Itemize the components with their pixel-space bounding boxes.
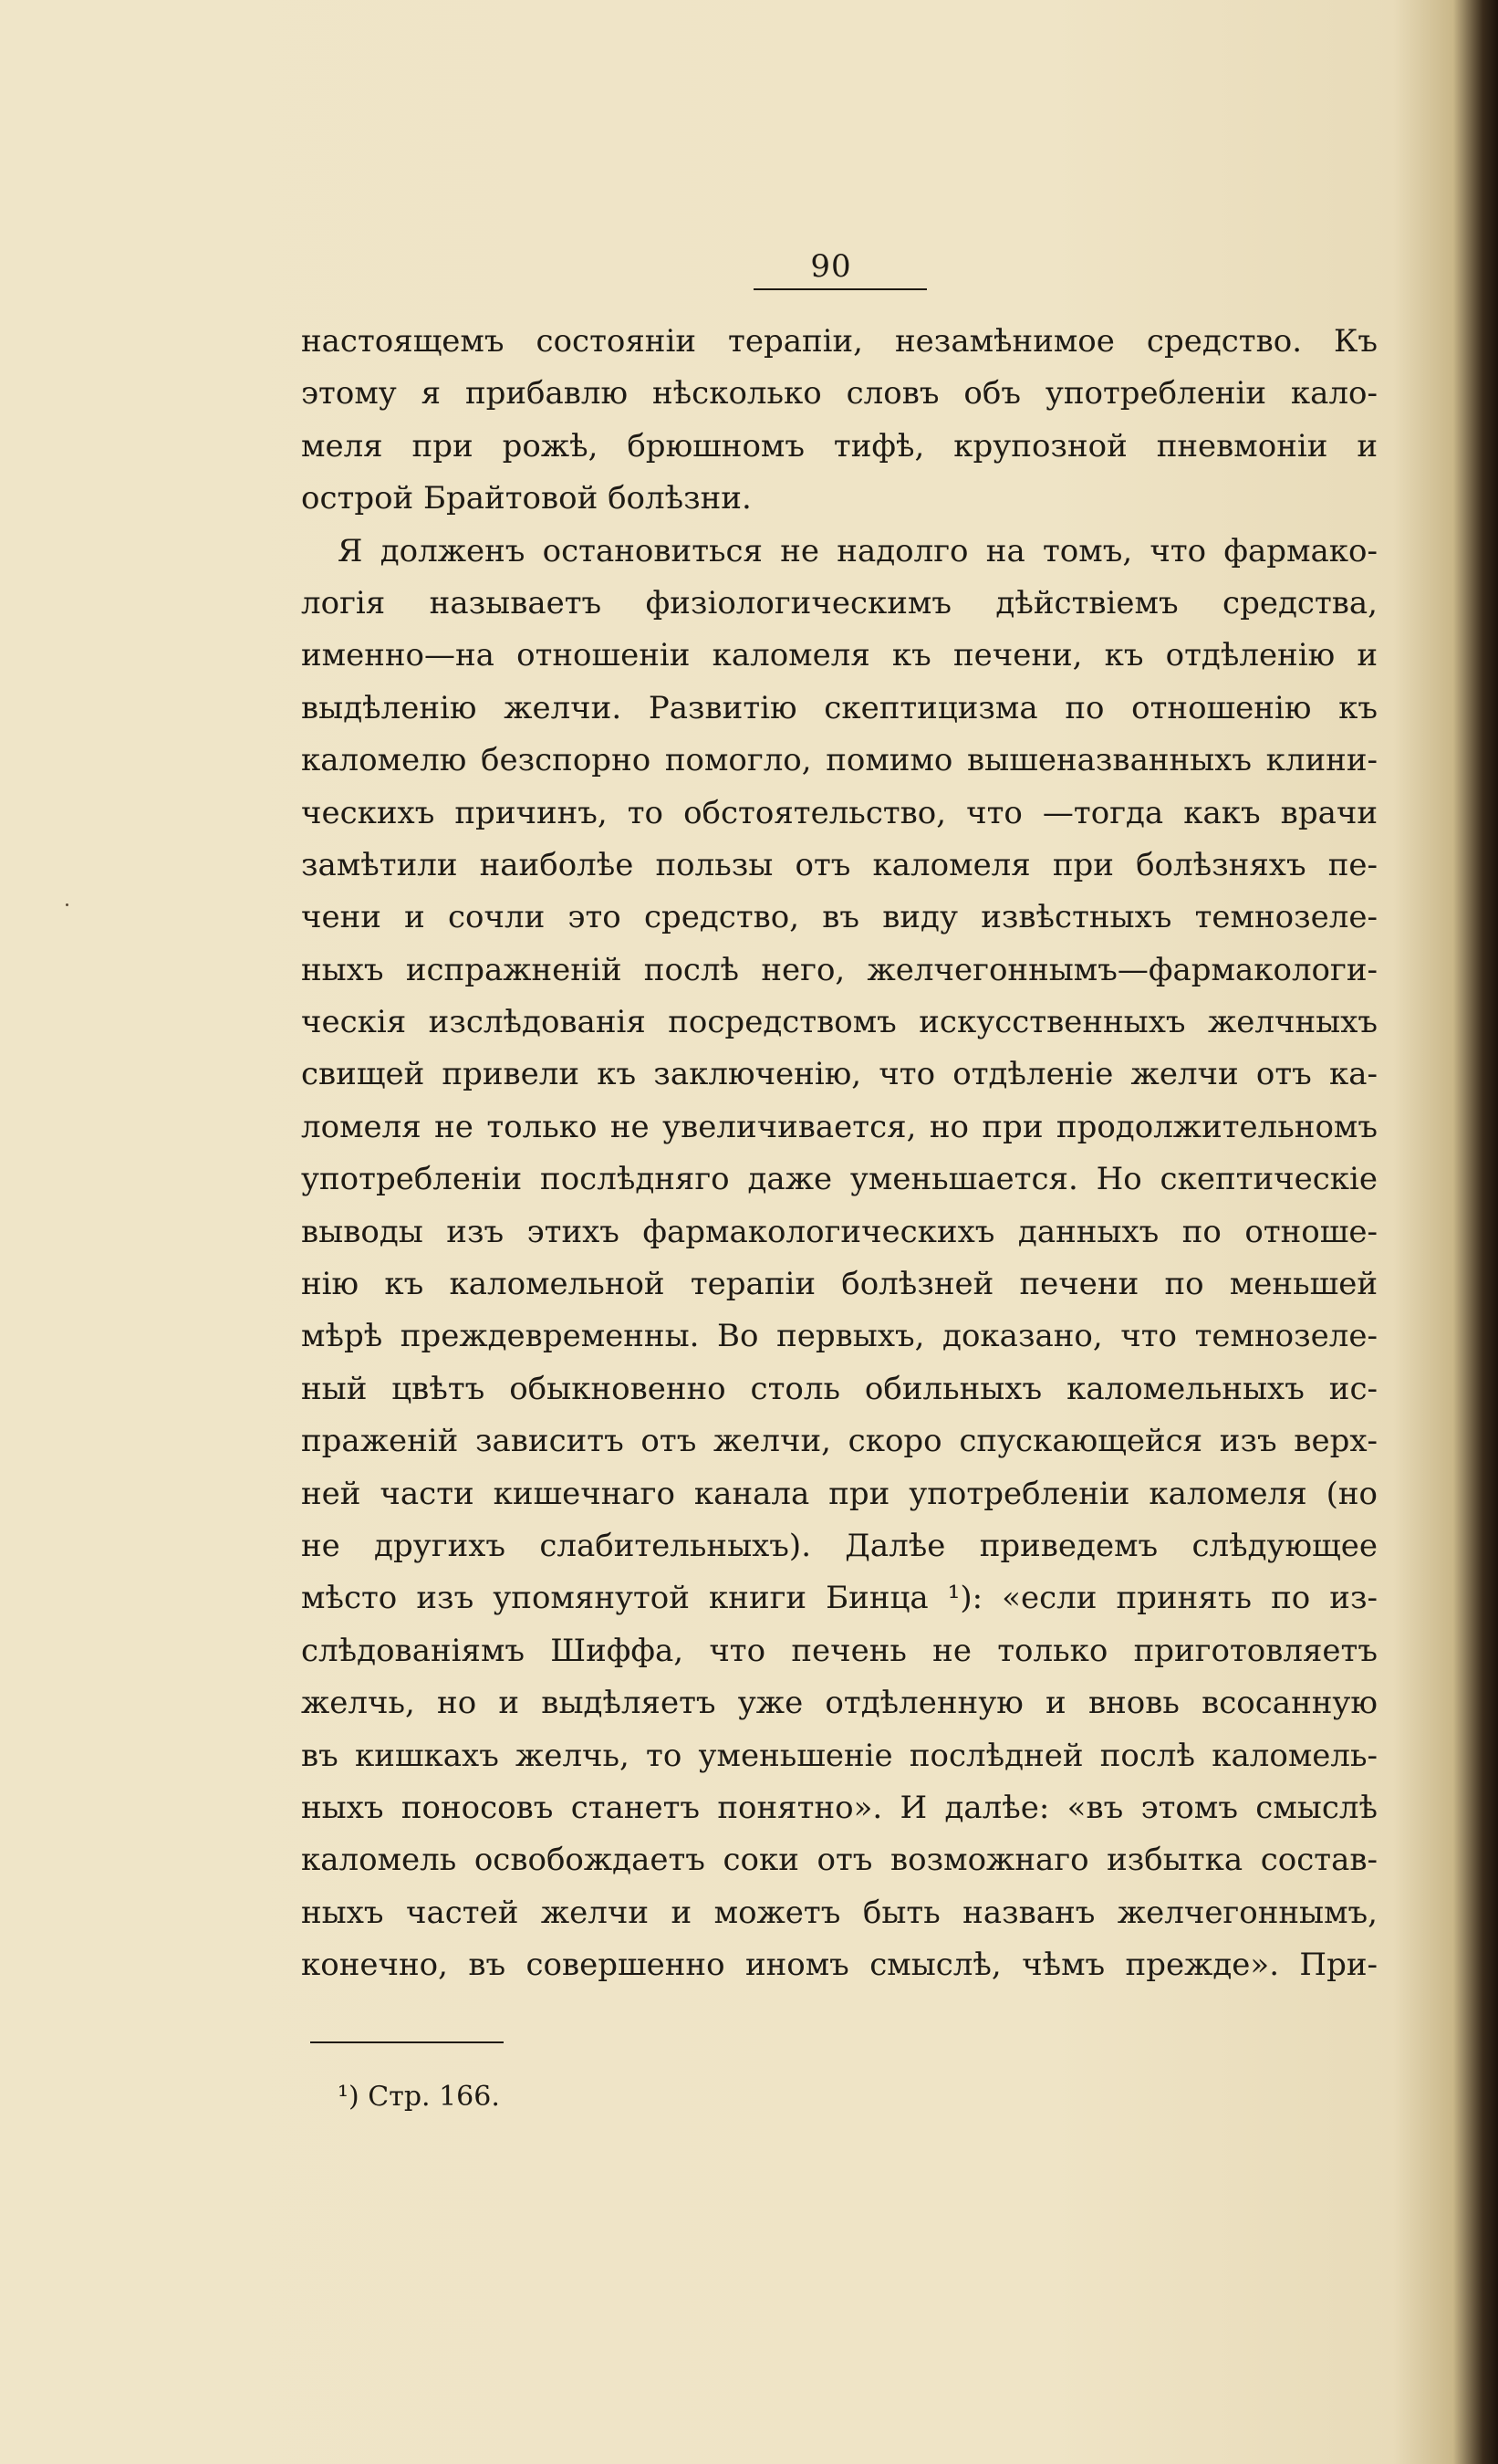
text-line: свищей привели къ заключенію, что отдѣленіе желчи отъ ка- bbox=[301, 1056, 1378, 1093]
text-line: употребленіи послѣдняго даже уменьшается. Но скептическіе bbox=[301, 1161, 1378, 1198]
text-line: мѣсто изъ упомянутой книги Бинца ¹): «если принять по из- bbox=[301, 1580, 1378, 1617]
text-line: Я долженъ остановиться не надолго на томъ, что фармако- bbox=[338, 532, 1378, 569]
text-line: этому я прибавлю нѣсколько словъ объ употребленіи кало- bbox=[301, 375, 1378, 412]
text-line: слѣдованіямъ Шиффа, что печень не только приготовляетъ bbox=[301, 1632, 1378, 1669]
body-text bbox=[301, 316, 1378, 1992]
text-line: не другихъ слабительныхъ). Далѣе приведемъ слѣдующее bbox=[301, 1527, 1378, 1564]
footnote-rule bbox=[310, 2041, 504, 2043]
text-line: замѣтили наиболѣе пользы отъ каломеля при болѣзняхъ пе- bbox=[301, 846, 1378, 883]
text-line: настоящемъ состояніи терапіи, незамѣнимое средство. Къ bbox=[301, 323, 1378, 360]
text-line: ческихъ причинъ, то обстоятельство, что —тогда какъ врачи bbox=[301, 794, 1378, 831]
text-line: ныхъ испражненій послѣ него, желчегоннымъ—фармакологи- bbox=[301, 951, 1378, 988]
text-line: ческія изслѣдованія посредствомъ искусственныхъ желчныхъ bbox=[301, 1004, 1378, 1041]
text-line: меля при рожѣ, брюшномъ тифѣ, крупозной пневмоніи и bbox=[301, 427, 1378, 465]
text-line: выдѣленію желчи. Развитію скептицизма по отношенію къ bbox=[301, 689, 1378, 726]
text-line: именно—на отношеніи каломеля къ печени, къ отдѣленію и bbox=[301, 637, 1378, 674]
paper-speck bbox=[66, 903, 68, 906]
footnote: ¹) Стр. 166. bbox=[338, 2081, 500, 2113]
text-line: праженій зависитъ отъ желчи, скоро спускающейся изъ верх- bbox=[301, 1423, 1378, 1460]
text-line: мѣрѣ преждевременны. Во первыхъ, доказано, что темнозеле- bbox=[301, 1318, 1378, 1355]
text-line: выводы изъ этихъ фармакологическихъ данныхъ по отноше- bbox=[301, 1213, 1378, 1250]
text-line: чени и сочли это средство, въ виду извѣстныхъ темнозеле- bbox=[301, 899, 1378, 936]
text-line: ломеля не только не увеличивается, но при продолжительномъ bbox=[301, 1108, 1378, 1145]
text-line: каломелю безспорно помогло, помимо вышеназванныхъ клини- bbox=[301, 742, 1378, 779]
text-line: въ кишкахъ желчь, то уменьшеніе послѣдней послѣ каломель- bbox=[301, 1737, 1378, 1774]
page-number: 90 bbox=[810, 248, 852, 285]
text-line: ныхъ частей желчи и можетъ быть названъ желчегоннымъ, bbox=[301, 1894, 1378, 1931]
text-line: каломель освобождаетъ соки отъ возможнаго избытка состав- bbox=[301, 1842, 1378, 1879]
text-line: ней части кишечнаго канала при употребленіи каломеля (но bbox=[301, 1475, 1378, 1512]
text-line: ныхъ поносовъ станетъ понятно». И далѣе: «въ этомъ смыслѣ bbox=[301, 1789, 1378, 1826]
text-line: конечно, въ совершенно иномъ смыслѣ, чѣмъ прежде». При- bbox=[301, 1947, 1378, 1984]
text-line: ный цвѣтъ обыкновенно столь обильныхъ каломельныхъ ис- bbox=[301, 1370, 1378, 1407]
text-line: нію къ каломельной терапіи болѣзней печени по меньшей bbox=[301, 1266, 1378, 1303]
text-line: желчь, но и выдѣляетъ уже отдѣленную и вновь всосанную bbox=[301, 1685, 1378, 1722]
text-line: острой Брайтовой болѣзни. bbox=[301, 480, 752, 517]
page-number-rule bbox=[754, 288, 927, 290]
text-line: логія называетъ физіологическимъ дѣйствіемъ средства, bbox=[301, 584, 1378, 621]
